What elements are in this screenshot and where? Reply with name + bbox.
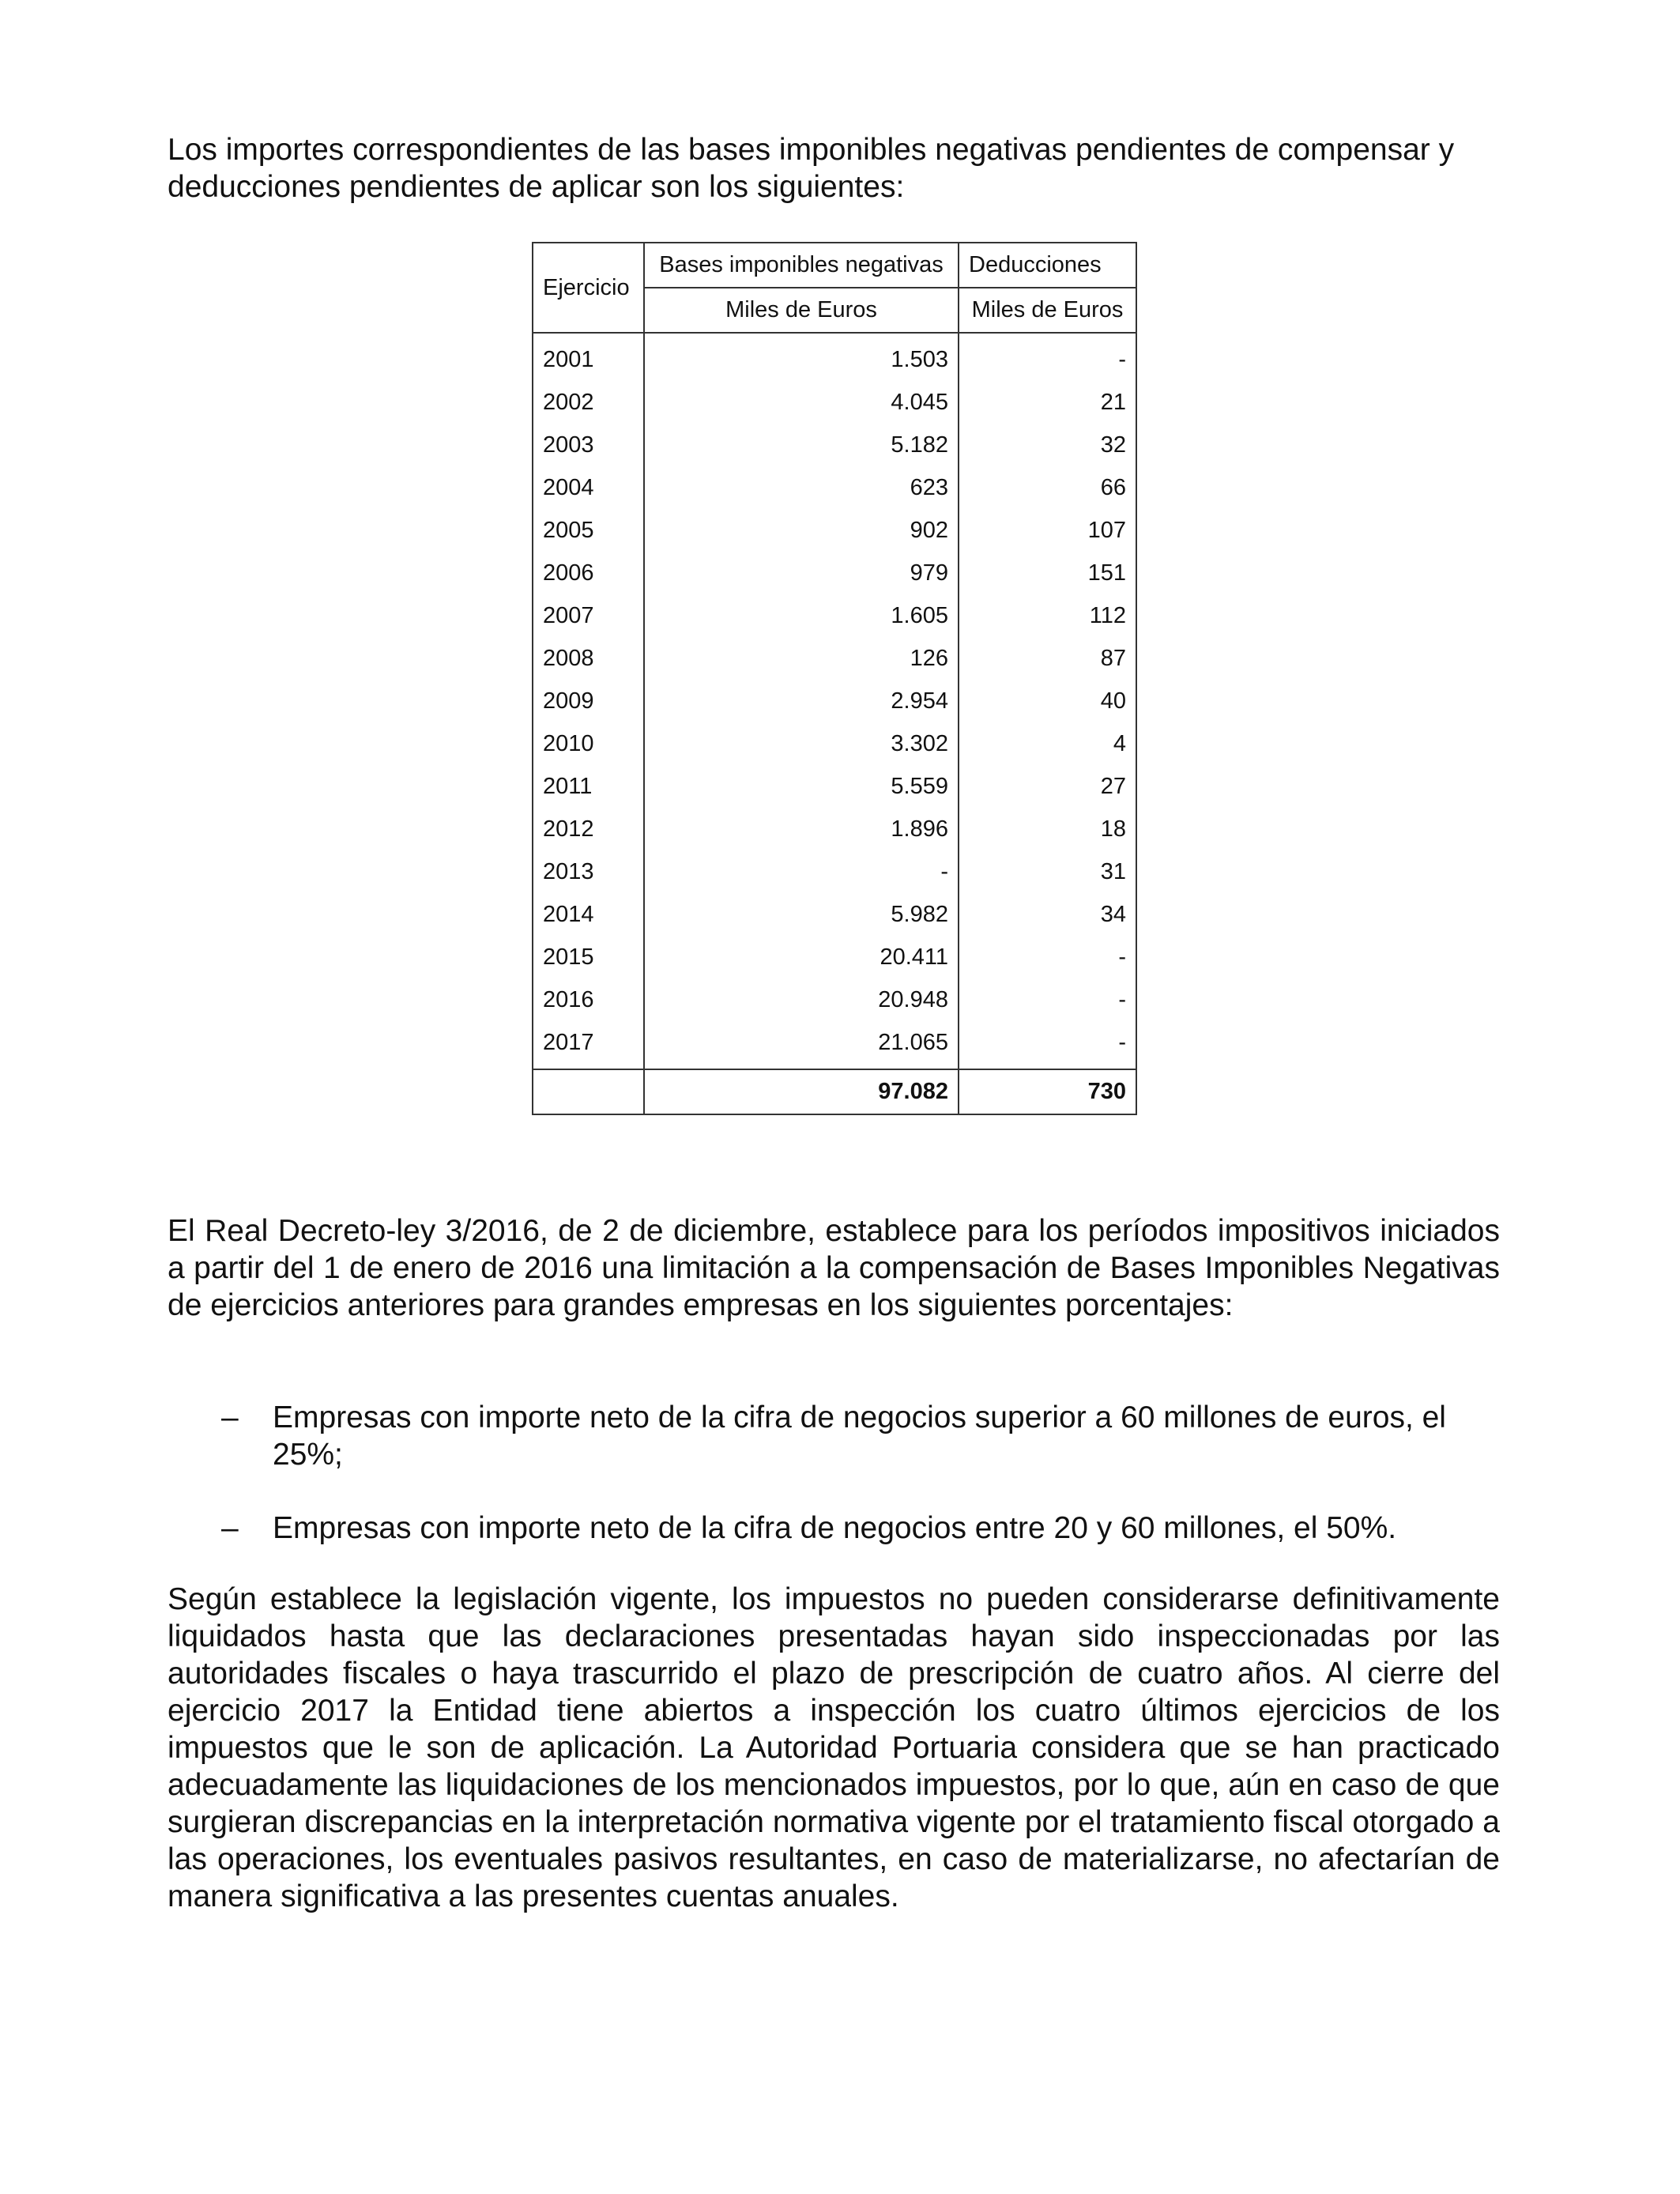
cell-deducciones: - <box>959 1021 1136 1069</box>
cell-deducciones: 27 <box>959 765 1136 808</box>
total-deducciones: 730 <box>959 1069 1136 1114</box>
cell-year: 2006 <box>533 552 644 594</box>
cell-bases: 979 <box>644 552 959 594</box>
table-row <box>533 765 1136 808</box>
cell-bases: 623 <box>644 466 959 509</box>
cell-bases: 1.503 <box>644 333 959 381</box>
cell-bases: 2.954 <box>644 680 959 722</box>
cell-bases: 5.982 <box>644 893 959 936</box>
cell-bases: 902 <box>644 509 959 552</box>
cell-bases: - <box>644 850 959 893</box>
cell-year: 2001 <box>533 333 644 381</box>
cell-bases: 5.182 <box>644 424 959 466</box>
cell-year: 2008 <box>533 637 644 680</box>
unit-deducciones: Miles de Euros <box>959 288 1136 333</box>
table-row <box>533 1021 1136 1069</box>
cell-year: 2009 <box>533 680 644 722</box>
cell-deducciones: - <box>959 333 1136 381</box>
tax-table <box>532 242 1137 1115</box>
cell-deducciones: 151 <box>959 552 1136 594</box>
table-row <box>533 680 1136 722</box>
header-deducciones: Deducciones <box>959 243 1136 288</box>
cell-deducciones: 32 <box>959 424 1136 466</box>
cell-deducciones: 21 <box>959 381 1136 424</box>
cell-year: 2011 <box>533 765 644 808</box>
cell-year: 2014 <box>533 893 644 936</box>
bullet-text: Empresas con importe neto de la cifra de negocios entre 20 y 60 millones, el 50%. <box>273 1511 1397 1545</box>
table-row <box>533 552 1136 594</box>
table-row <box>533 333 1136 381</box>
cell-deducciones: 87 <box>959 637 1136 680</box>
cell-year: 2003 <box>533 424 644 466</box>
cell-year: 2012 <box>533 808 644 850</box>
cell-deducciones: 34 <box>959 893 1136 936</box>
cell-deducciones: 4 <box>959 722 1136 765</box>
cell-year: 2010 <box>533 722 644 765</box>
intro-paragraph: Los importes correspondientes de las bases imponibles negativas pendientes de compensar y deducciones pendientes de aplicar son los siguientes: <box>168 133 1455 204</box>
cell-deducciones: 66 <box>959 466 1136 509</box>
cell-deducciones: - <box>959 936 1136 978</box>
cell-bases: 4.045 <box>644 381 959 424</box>
bullet-dash: – <box>221 1511 239 1545</box>
cell-bases: 20.411 <box>644 936 959 978</box>
cell-year: 2016 <box>533 978 644 1021</box>
table-row <box>533 424 1136 466</box>
cell-deducciones: - <box>959 978 1136 1021</box>
table-row <box>533 381 1136 424</box>
cell-year: 2013 <box>533 850 644 893</box>
cell-bases: 3.302 <box>644 722 959 765</box>
table-header-row <box>533 243 1136 288</box>
legislacion-paragraph: Según establece la legislación vigente, los impuestos no pueden considerarse definitivamente liquidados hasta que las declaraciones presentadas hayan sido inspeccionadas por las autoridades fiscales o haya trascurrido el plazo de prescripción de cuatro años. Al cierre del ejercicio 2017 la Entidad tiene abiertos a inspección los cuatro últimos ejercicios de los impuestos que le son de aplicación. La Autoridad Portuaria considera que se han practicado adecuadamente las liquidaciones de los mencionados impuestos, por lo que, aún en caso de que surgieran discrepancias en la interpretación normativa vigente por el tratamiento fiscal otorgado a las operaciones, los eventuales pasivos resultantes, en caso de materializarse, no afectarían de manera significativa a las presentes cuentas anuales. <box>168 1582 1500 1913</box>
decreto-paragraph: El Real Decreto-ley 3/2016, de 2 de diciembre, establece para los períodos impositivos iniciados a partir del 1 de enero de 2016 una limitación a la compensación de Bases Imponibles Negativas de ejercicios anteriores para grandes empresas en los siguientes porcentajes: <box>168 1214 1500 1322</box>
table-row <box>533 978 1136 1021</box>
cell-bases: 1.896 <box>644 808 959 850</box>
cell-deducciones: 40 <box>959 680 1136 722</box>
bullet-text: Empresas con importe neto de la cifra de negocios superior a 60 millones de euros, el 25%; <box>273 1400 1446 1472</box>
bullet-dash: – <box>221 1400 239 1434</box>
header-ejercicio: Ejercicio <box>533 243 644 333</box>
cell-year: 2002 <box>533 381 644 424</box>
cell-bases: 1.605 <box>644 594 959 637</box>
cell-year: 2015 <box>533 936 644 978</box>
cell-deducciones: 31 <box>959 850 1136 893</box>
cell-year: 2005 <box>533 509 644 552</box>
cell-deducciones: 107 <box>959 509 1136 552</box>
total-label-cell <box>533 1069 644 1114</box>
unit-bases: Miles de Euros <box>644 288 959 333</box>
table-row <box>533 893 1136 936</box>
cell-deducciones: 18 <box>959 808 1136 850</box>
table-row <box>533 850 1136 893</box>
table-row <box>533 466 1136 509</box>
table-row <box>533 936 1136 978</box>
cell-bases: 20.948 <box>644 978 959 1021</box>
cell-deducciones: 112 <box>959 594 1136 637</box>
table-row <box>533 808 1136 850</box>
table-row <box>533 594 1136 637</box>
total-bases: 97.082 <box>644 1069 959 1114</box>
table-row <box>533 509 1136 552</box>
cell-bases: 21.065 <box>644 1021 959 1069</box>
table-total-row <box>533 1069 1136 1114</box>
cell-bases: 5.559 <box>644 765 959 808</box>
cell-bases: 126 <box>644 637 959 680</box>
cell-year: 2017 <box>533 1021 644 1069</box>
cell-year: 2004 <box>533 466 644 509</box>
table-row <box>533 722 1136 765</box>
cell-year: 2007 <box>533 594 644 637</box>
table-row <box>533 637 1136 680</box>
header-bases: Bases imponibles negativas <box>644 243 959 288</box>
